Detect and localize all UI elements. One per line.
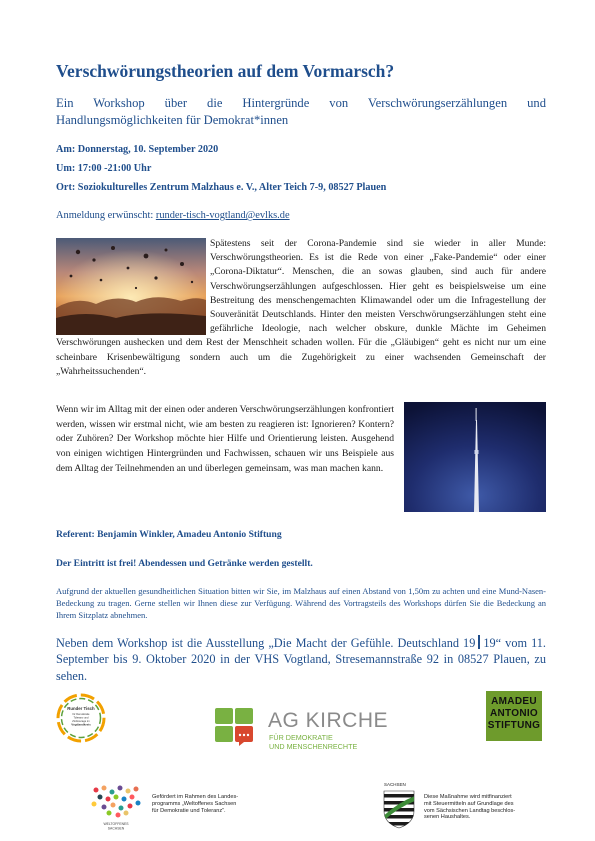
registration-line bbox=[56, 210, 290, 221]
ag-kirche-icon bbox=[213, 706, 265, 746]
registration-email-link[interactable]: runder-tisch-vogtland@evlks.de bbox=[155, 210, 290, 221]
tower-photo bbox=[404, 402, 546, 512]
sachsen-label: SACHSEN bbox=[384, 782, 406, 787]
event-location: Ort: Soziokulturelles Zentrum Malzhaus e. V., Alter Teich 7-9, 08527 Plauen bbox=[56, 182, 387, 193]
weltoffen-line-1: WELTOFFENES bbox=[103, 822, 129, 826]
paragraph-intro-text: Spätestens seit der Corona-Pandemie sind sie wieder in aller Munde: Verschwörungstheorien. Es ist die Rede von einer „Fake-Pandemie“ oder einer „Corona-Diktatur“. Menschen, die an sowas glauben, sind auch für andere Verschwörungserzählungen aufgeschlossen. Hier geht es beispielsweise um eine Bestreitung des menschengemachten Klimawandel oder um die Infragestellung der Souveränität Deutschlands. Hinter den meisten Verschwörungserzählungen steht eine gefährliche Ideologie, nach welcher obskure, dunkle Mächte im Geheimen Verschwörungen aushecken und dem Rest der Menschheit schaden wollen. Für die „Gläubigen“ geht es nicht nur um eine scheinbare Krisenbewältigung sondern auch um die Zugehörigkeit zu einer wachsenden Gemeinschaft der „Wahrheitssuchenden“. bbox=[56, 238, 546, 377]
ag-kirche-sub-line-2: UND MENSCHENRECHTE bbox=[269, 742, 358, 751]
funding-note-left bbox=[152, 794, 282, 814]
subtitle: Ein Workshop über die Hintergründe von Verschwörungserzählungen und Handlungsmöglichkeiten für Demokrat*innen bbox=[56, 96, 546, 127]
registration-label: Anmeldung erwünscht: bbox=[56, 210, 156, 221]
event-time: Um: 17:00 -21:00 Uhr bbox=[56, 163, 152, 174]
runder-tisch-line-1: Runder Tisch bbox=[67, 706, 95, 711]
exhibition-text-before: Neben dem Workshop ist die Ausstellung „Die Macht der Gefühle. Deutschland 19 bbox=[56, 636, 476, 650]
exhibition-note bbox=[56, 635, 546, 684]
runder-tisch-line-5: Vogtlandkreis bbox=[71, 722, 91, 727]
funding-right-line-1: Diese Maßnahme wird mitfinanziert bbox=[424, 794, 512, 800]
runder-tisch-logo bbox=[56, 693, 106, 743]
funding-note-right bbox=[424, 794, 544, 821]
photo-spacer bbox=[56, 237, 210, 332]
amadeu-antonio-logo bbox=[486, 691, 542, 741]
funding-right-line-3: vom Sächsischen Landtag beschlos- bbox=[424, 807, 516, 814]
funding-right-line-2: mit Steuermitteln auf Grundlage des bbox=[424, 800, 514, 807]
paragraph-workshop: Wenn wir im Alltag mit der einen oder anderen Verschwörungserzählungen konfrontiert werden, wissen wir erstmal nicht, wie am besten zu reagieren ist: Ignorieren? Kontern? oder Zuhören? Der Workshop möchte hier Hilfe und Orientierung leisten. Ausgehend von einigen wichtigen Hintergründen und Fachwissen, schauen wir uns Beispiele aus dem Alltag der Teilnehmenden an und überlegen gemeinsam, was man machen kann. bbox=[56, 404, 394, 474]
weltoffenes-sachsen-logo bbox=[86, 782, 146, 832]
speaker-line: Referent: Benjamin Winkler, Amadeu Antonio Stiftung bbox=[56, 529, 282, 540]
event-date: Am: Donnerstag, 10. September 2020 bbox=[56, 144, 219, 155]
funding-right-line-4: senen Haushaltes. bbox=[424, 814, 471, 821]
ag-kirche-subtitle bbox=[269, 733, 357, 751]
runder-tisch-line-3: Toleranz und bbox=[73, 716, 89, 720]
amadeu-line-3: STIFTUNG bbox=[487, 720, 541, 731]
sachsen-coat-of-arms bbox=[382, 789, 416, 829]
ag-kirche-sub-line-1: FÜR DEMOKRATIE bbox=[269, 733, 333, 742]
runder-tisch-line-4: Zivilcourage im bbox=[72, 720, 90, 723]
funding-left-line-2: programms „Weltoffenes Sachsen bbox=[152, 800, 237, 807]
amadeu-line-1: AMADEU bbox=[491, 696, 537, 707]
funding-left-line-3: für Demokratie und Toleranz“. bbox=[152, 807, 226, 814]
divider-bar bbox=[478, 635, 480, 649]
runder-tisch-line-2: für Demokratie bbox=[72, 713, 90, 716]
amadeu-line-2: ANTONIO bbox=[489, 708, 539, 719]
health-notice: Aufgrund der aktuellen gesundheitlichen Situation bitten wir Sie, im Malzhaus auf einen Abstand von 1,50m zu achten und eine Mund-Nasen-Bedeckung zu tragen. Gerne stellen wir Ihnen diese zur Verfügung. Während des Vortragsteils des Workshops dürfen Sie die Bedeckung an Ihrem Sitzplatz abnehmen. bbox=[56, 586, 546, 621]
weltoffen-line-2: SACHSEN bbox=[107, 826, 125, 831]
exhibition-text-after: 19“ vom 11. September bis 9. Oktober 2020 in der VHS Vogtland, Stresemannstraße 92 in 08527 Plauen, zu sehen. bbox=[56, 636, 546, 683]
ag-kirche-title: AG KIRCHE bbox=[268, 709, 389, 732]
paragraph-intro bbox=[56, 237, 546, 379]
funding-left-line-1: Gefördert im Rahmen des Landes- bbox=[152, 794, 239, 800]
entry-note: Der Eintritt ist frei! Abendessen und Getränke werden gestellt. bbox=[56, 558, 313, 569]
page-title: Verschwörungstheorien auf dem Vormarsch? bbox=[56, 61, 395, 81]
